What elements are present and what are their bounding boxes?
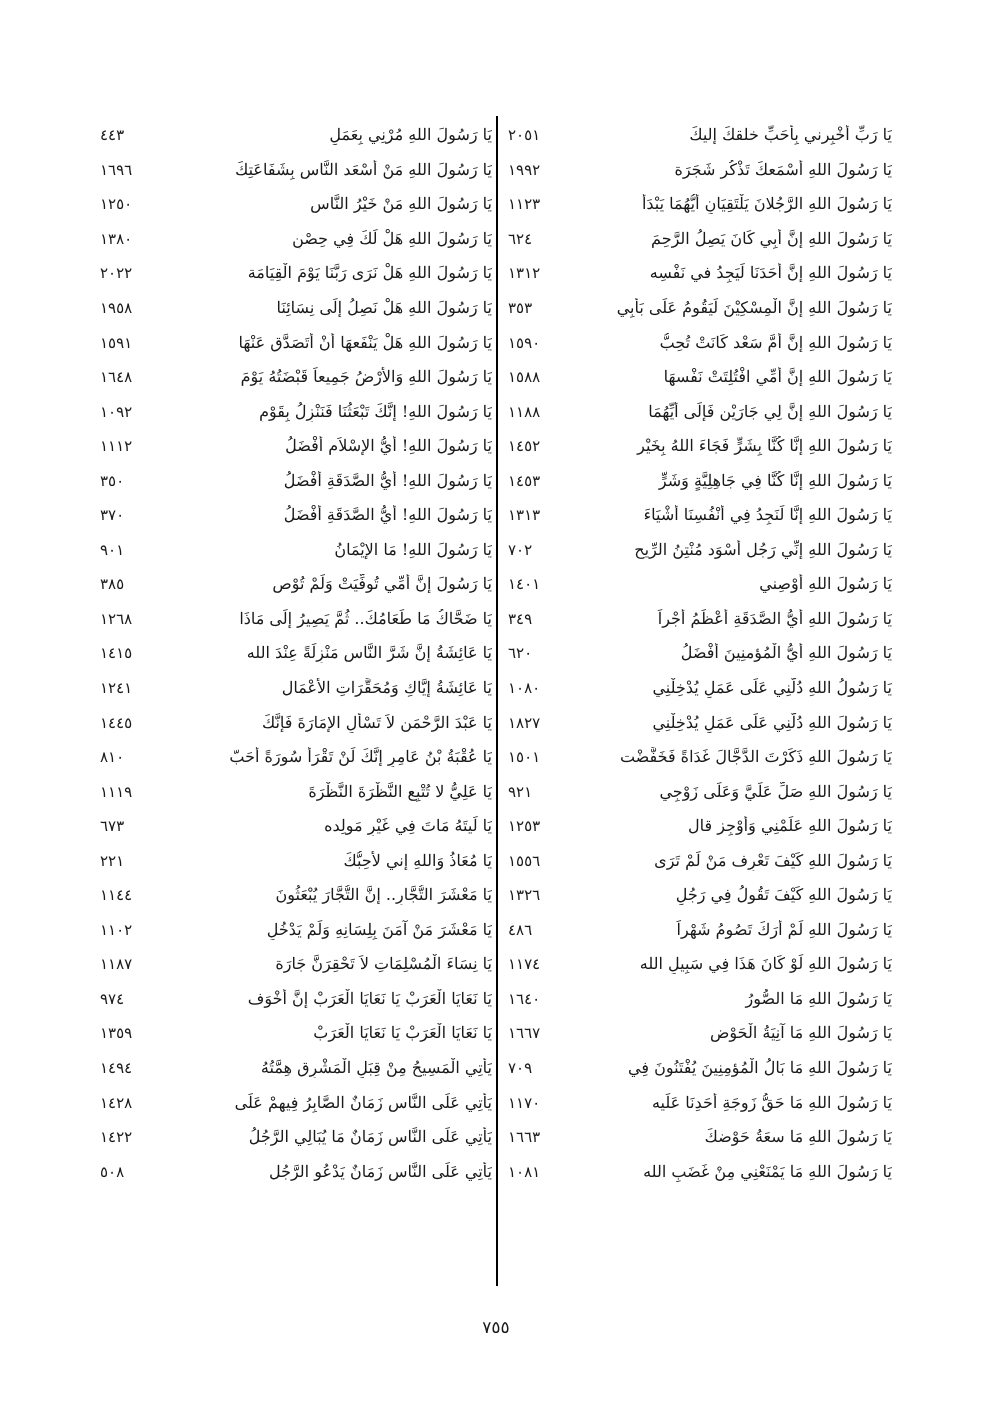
page-number: ٧٥٥	[482, 1318, 510, 1338]
entry-page-number: ١٤٥٢	[508, 437, 541, 456]
index-entry	[508, 394, 892, 429]
entry-page-number: ١٦٤٠	[508, 989, 541, 1008]
entry-page-number: ١٤٥٣	[508, 471, 541, 490]
entry-text: يَا رَسُولَ اللهِ ذَكَرْتَ الدَّجَّالَ غَدَاةً فَخَفَّضْت	[619, 747, 892, 767]
entry-text: يَا رَسُولَ اللهِ إِنَّ أَبِي كَانَ يَصِلُ الرَّحِمَ	[651, 228, 892, 248]
entry-page-number: ٣٨٥	[100, 575, 125, 594]
entry-text: يَا رَسُولَ اللهِ! أَيُّ الصَّدَقَةِ أَفْضَلُ	[283, 505, 492, 525]
entry-page-number: ١١٧٤	[508, 955, 541, 974]
entry-page-number: ١١٠٢	[100, 920, 133, 939]
index-entry	[508, 982, 892, 1017]
entry-page-number: ٨١٠	[100, 748, 125, 767]
index-entry	[100, 1085, 492, 1120]
index-entry	[508, 256, 892, 291]
entry-text: يَا رَبِّ أَخْبِرني بِأَحَبِّ خلقكَ إِليكَ	[689, 125, 892, 145]
entry-page-number: ١٦٩٦	[100, 160, 133, 179]
entry-text: يَا رَسُولَ اللهِ أَسْمَعكَ تَذْكُر شَجَرَة	[674, 159, 892, 179]
index-entry	[508, 463, 892, 498]
entry-text: يَا رَسُولَ اللهِ هَلْ نَرَى رَبَّنَا يَوْمَ الْقِيَامَة	[247, 263, 492, 283]
entry-text: يَا رَسُولَ اللهِ أَيُّ الْمُؤمنِينَ أَفْضَلُ	[680, 643, 892, 663]
index-entry	[508, 291, 892, 326]
index-entry	[100, 671, 492, 706]
index-entry	[508, 153, 892, 188]
index-entry	[508, 498, 892, 533]
index-entry	[100, 463, 492, 498]
entry-page-number: ١٣٨٠	[100, 229, 133, 248]
entry-page-number: ٥٠٨	[100, 1162, 125, 1181]
entry-text: يَا رَسُولَ اللهِ دُلَّنِي عَلَى عَمَلٍ يُدْخِلْنِي	[652, 712, 892, 732]
entry-page-number: ١١١٢	[100, 437, 133, 456]
entry-page-number: ١٢٥٠	[100, 195, 133, 214]
entry-page-number: ١٣١٣	[508, 506, 541, 525]
entry-text: يَا رَسُولُ اللهِ دُلَّنِي عَلَى عَمَلٍ يُدْخِلْنِي	[652, 678, 892, 698]
entry-text: يَا رَسُولَ اللهِ عَلِّمْنِي وَأَوْجِز قال	[688, 816, 892, 836]
entry-text: يَأْتِي عَلَى النَّاسِ زَمَانٌ الصَّابِرُ فِيهِمْ عَلَى	[234, 1092, 492, 1112]
index-entry	[508, 360, 892, 395]
entry-text: يَا رَسُولَ اللهِ وَالأَرْضُ جَمِيعاً قَبْضَتُهُ يَوْمَ	[240, 367, 492, 387]
entry-text: يَا رَسُولَ اللهِ مَا سعَةُ حَوْضكَ	[704, 1127, 892, 1147]
entry-page-number: ٣٥٠	[100, 471, 125, 490]
index-entry	[100, 187, 492, 222]
entry-page-number: ١٨٢٧	[508, 713, 541, 732]
entry-page-number: ٩٠١	[100, 540, 125, 559]
entry-page-number: ١٤١٥	[100, 644, 133, 663]
entry-page-number: ١١٨٧	[100, 955, 133, 974]
entry-text: يَا رَسُولَ اللهِ أَيُّ الصَّدَقَةِ أَعْظَمُ أَجْراً	[657, 608, 892, 628]
entry-page-number: ١٥٥٦	[508, 851, 541, 870]
entry-page-number: ١١٢٣	[508, 195, 541, 214]
entry-text: يَا رَسُولَ اللهِ مَنْ خَيْرُ النَّاسِ	[310, 194, 492, 214]
entry-text: يَا رَسُولَ إِنَّ أُمِّي تُوفِّيَتْ وَلَمْ تُوْصِ	[272, 574, 492, 594]
entry-text: يَا رَسُولَ اللهِ أَوْصِني	[759, 574, 892, 594]
entry-page-number: ١٣٥٩	[100, 1024, 133, 1043]
entry-page-number: ٤٤٣	[100, 126, 125, 145]
entry-page-number: ١٤٢٨	[100, 1093, 133, 1112]
index-entry	[100, 947, 492, 982]
entry-text: يَا رَسُولَ اللهِ إِنَّ أُمِّي افْتُلِتَتْ نَفْسهَا	[663, 367, 892, 387]
entry-text: يَا رَسُولَ اللهِ! أَيُّ الصَّدَقَةِ أَفْضَلُ	[283, 470, 492, 490]
index-entry	[100, 1154, 492, 1189]
index-entry	[508, 118, 892, 153]
index-entry	[508, 1120, 892, 1155]
entry-page-number: ١٥٩٠	[508, 333, 541, 352]
entry-text: يَا رَسُولَ اللهِ مُرْنِي بِعَمَلٍ	[329, 125, 492, 145]
entry-text: يَا رَسُولَ اللهِ مَا حَقُّ زَوجَةِ أَحَدِنَا عَلَيه	[651, 1092, 892, 1112]
column-divider	[496, 116, 498, 1286]
entry-text: يَا لَيتَهُ مَاتَ فِي غَيْرِ مَولِده	[324, 816, 492, 836]
entry-page-number: ١٣١٢	[508, 264, 541, 283]
entry-text: يَا رَسُولَ اللهِ مَا الصُّورُ	[745, 988, 892, 1008]
index-entry	[100, 1120, 492, 1155]
entry-text: يَا رَسُولَ اللهِ مَا بَالُ الْمُؤمِنِينَ يُفْتَنُونَ فِي	[628, 1058, 892, 1078]
entry-page-number: ١١٤٤	[100, 886, 133, 905]
index-entry	[100, 153, 492, 188]
index-entry	[508, 1016, 892, 1051]
entry-page-number: ٢٢١	[100, 851, 125, 870]
index-entry	[100, 256, 492, 291]
index-entry	[100, 1016, 492, 1051]
entry-page-number: ٧٠٩	[508, 1059, 533, 1078]
entry-page-number: ٣٤٩	[508, 609, 533, 628]
index-entry	[508, 1085, 892, 1120]
index-entry	[100, 325, 492, 360]
entry-text: يَا رَسُولَ اللهِ الرَّجُلانَ يَلْتَقِيَانِ أَيُّهُمَا يَبْدَأُ	[641, 194, 892, 214]
entry-text: يَا رَسُولَ اللهِ مَا يَمْنَعْنِي مِنْ غَضَبِ الله	[643, 1161, 892, 1181]
index-entry	[100, 360, 492, 395]
entry-page-number: ١٢٥٣	[508, 817, 541, 836]
entry-page-number: ٣٥٣	[508, 299, 533, 317]
index-entry	[508, 222, 892, 257]
index-entry	[100, 705, 492, 740]
entry-text: يَا رَسُولَ اللهِ إِنَّ أَحَدَنَا لَيَجِدُ في نَفْسِه	[649, 263, 892, 283]
entry-text: يَا رَسُولَ اللهِ كَيْفَ تَقُولُ فِي رَجُلٍ	[675, 885, 892, 905]
entry-text: يَا رَسُولَ اللهِ إِنَّا كُنَّا بِشَرٍّ فَجَاءَ اللهُ بِخَيْر	[637, 436, 892, 456]
index-entry	[100, 602, 492, 637]
entry-page-number: ١٦٦٣	[508, 1128, 541, 1147]
entry-text: يَأْتِي الْمَسِيحُ مِنْ قِبَلِ الْمَشْرِقِ هِمَّتُهُ	[260, 1058, 492, 1078]
entry-page-number: ٧٠٢	[508, 540, 533, 559]
index-entry	[508, 947, 892, 982]
entry-page-number: ٦٢٠	[508, 644, 533, 663]
entry-text: يَأْتِي عَلَى النَّاسِ زَمَانٌ مَا يُبَالِي الرَّجُلُ	[248, 1127, 492, 1147]
entry-page-number: ٦٧٣	[100, 817, 125, 836]
index-entry	[508, 636, 892, 671]
entry-page-number: ٤٨٦	[508, 920, 533, 939]
index-entry	[100, 774, 492, 809]
index-entry	[508, 878, 892, 913]
entry-page-number: ١١٧٠	[508, 1093, 541, 1112]
index-entry	[508, 705, 892, 740]
entry-page-number: ١٢٤١	[100, 679, 133, 698]
index-entry	[100, 982, 492, 1017]
index-entry	[100, 636, 492, 671]
entry-page-number: ١٦٤٨	[100, 368, 133, 387]
entry-text: يَا مُعَاذُ وَاللهِ إِني لأُحِبُّكَ	[343, 850, 492, 870]
entry-page-number: ١٠٨٠	[508, 679, 541, 698]
index-entry	[100, 843, 492, 878]
index-entry	[508, 843, 892, 878]
entry-text: يَا عَلِيُّ لا تُتْبِعِ النَّظْرَةَ النَّظْرَةَ	[308, 781, 492, 801]
index-entry	[508, 913, 892, 948]
entry-page-number: ١١٨٨	[508, 402, 541, 421]
entry-page-number: ١٥٩١	[100, 333, 133, 352]
entry-text: يَأْتِي عَلَى النَّاسِ زَمَانٌ يَدْعُو الرَّجُل	[268, 1161, 492, 1181]
entry-text: يَا رَسُولَ اللهِ هَلْ لَكَ فِي حِصْنٍ	[292, 228, 492, 248]
entry-text: يَا رَسُولَ اللهِ إِنَّا كُنَّا فِي جَاهِلِيَّةٍ وَشَرٍّ	[658, 470, 892, 490]
entry-text: يَا نِسَاءَ الْمُسْلِمَاتِ لاَ تَحْقِرَنَّ جَارَة	[275, 954, 492, 974]
entry-page-number: ١٩٥٨	[100, 299, 133, 317]
index-entry	[100, 1051, 492, 1086]
entry-page-number: ١٤٤٥	[100, 713, 133, 732]
index-entry	[100, 533, 492, 568]
entry-page-number: ١٢٦٨	[100, 609, 133, 628]
entry-text: يَا رَسُولَ اللهِ مَنْ أَسْعَد النَّاسِ بِشَفَاعَتِكَ	[235, 159, 492, 179]
entry-text: يَا رَسُولَ اللهِ إِنَّ الْمِسْكِيْنَ لَيَقُومُ عَلَى بَأبِي	[616, 298, 892, 317]
index-entry	[100, 878, 492, 913]
entry-text: يَا رَسُولَ اللهِ إِنَّا لَنَجِدُ فِي أَنْفُسِنَا أَشْيَاءَ	[643, 505, 892, 525]
index-entry	[508, 429, 892, 464]
entry-page-number: ١٩٩٢	[508, 160, 541, 179]
entry-text: يَا رَسُولَ اللهِ إِنِّي رَجُل أَسْوَد مُنْتِنُ الرِّيح	[634, 539, 892, 559]
index-entry	[508, 325, 892, 360]
index-entry	[508, 602, 892, 637]
index-entry	[508, 671, 892, 706]
index-entry	[100, 291, 492, 326]
index-entry	[100, 567, 492, 602]
index-entry	[508, 774, 892, 809]
entry-text: يَا رَسُولَ اللهِ كَيْفَ تَعْرِف مَنْ لَمْ تَرَى	[654, 850, 892, 870]
index-entry	[508, 740, 892, 775]
entry-text: يَا عَائِشَةُ إِنَّ شَرَّ النَّاسِ مَنْزِلَةً عِنْدَ الله	[246, 643, 492, 663]
entry-text: يَا رَسُولَ اللهِ مَا آنِيَةُ الْحَوْضِ	[710, 1023, 892, 1043]
entry-text: يَا عُقْبَةُ بْنُ عَامِرٍ إِنَّكَ لَنْ تَقْرَأْ سُورَةً أَحَبّ	[229, 747, 492, 767]
entry-page-number: ١٠٩٢	[100, 402, 133, 421]
entry-page-number: ١٥٨٨	[508, 368, 541, 387]
entry-text: يَا نَعَايَا الْعَرَبْ يَا نَعَايَا الْعَرَبْ	[313, 1023, 492, 1043]
entry-page-number: ٢٠٢٢	[100, 264, 133, 283]
index-entry	[100, 429, 492, 464]
entry-page-number: ١٦٦٧	[508, 1024, 541, 1043]
entry-page-number: ٦٢٤	[508, 229, 533, 248]
entry-page-number: ١٣٢٦	[508, 886, 541, 905]
index-entry	[100, 498, 492, 533]
entry-text: يَا عَائِشَةُ إِيَّاكِ وَمُحَقَّرَاتِ الأَعْمَال	[281, 678, 492, 698]
entry-page-number: ١٥٠١	[508, 748, 541, 767]
entry-page-number: ٩٢١	[508, 782, 533, 801]
entry-page-number: ١٤٩٤	[100, 1059, 133, 1078]
index-entry	[508, 533, 892, 568]
entry-text: يَا رَسُولَ اللهِ لَوْ كَانَ هَذَا فِي سَبِيلِ الله	[639, 954, 892, 974]
index-entry	[100, 222, 492, 257]
index-entry	[100, 913, 492, 948]
entry-text: يَا مَعْشَرَ مَنْ آمَنَ بِلِسَانِهِ وَلَمْ يَدْخُلِ	[266, 919, 492, 939]
index-entry	[100, 809, 492, 844]
index-column-right	[508, 118, 892, 1189]
entry-text: يَا رَسُولَ اللهِ صَلِّ عَلَيَّ وَعَلَى زَوْجِي	[659, 781, 892, 801]
entry-text: يَا رَسُولَ اللهِ! مَا الإِيْمَانُ	[334, 539, 492, 559]
index-column-left	[100, 118, 492, 1189]
index-entry	[508, 1051, 892, 1086]
entry-text: يَا رَسُولَ اللهِ! إِنَّكَ تَبْعَثُنَا فَنَنْزِلُ بِقَوْمٍ	[259, 401, 492, 421]
index-entry	[508, 187, 892, 222]
entry-text: يَا رَسُولَ اللهِ! أَيُّ الإِسْلاَمِ أَفْضَلُ	[285, 436, 492, 456]
entry-text: يَا رَسُولَ اللهِ إِنَّ لِي جَارَيْنِ فَإِلَى أَيِّهُمَا	[648, 401, 892, 421]
index-entry	[100, 740, 492, 775]
entry-text: يَا نَعَايَا الْعَرَبْ يَا نَعَايَا الْعَرَبْ إِنَّ أَخْوَف	[247, 988, 492, 1008]
entry-page-number: ١٠٨١	[508, 1162, 541, 1181]
entry-page-number: ١٤٠١	[508, 575, 541, 594]
index-entry	[100, 118, 492, 153]
entry-text: يَا عَبْدَ الرَّحْمَنِ لاَ تَسْأَلِ الإِمَارَةَ فَإِنَّكَ	[261, 712, 492, 732]
entry-page-number: ١١١٩	[100, 782, 133, 801]
entry-page-number: ٩٧٤	[100, 989, 125, 1008]
entry-page-number: ٢٠٥١	[508, 126, 541, 145]
entry-page-number: ١٤٢٢	[100, 1128, 133, 1147]
entry-text: يَا ضَحَّاكُ مَا طَعَامُكَ.. ثُمَّ يَصِيرُ إِلَى مَاذَا	[239, 608, 492, 628]
entry-text: يَا رَسُولَ اللهِ هَلْ نَصِلُ إِلَى نِسَائِنَا	[276, 298, 492, 317]
index-entry	[508, 567, 892, 602]
entry-page-number: ٣٧٠	[100, 506, 125, 525]
entry-text: يَا مَعْشَرَ التُّجَّارِ.. إِنَّ التُّجَّارَ يُبْعَثُونَ	[275, 885, 492, 905]
entry-text: يَا رَسُولَ اللهِ إِنَّ أُمَّ سَعْد كَانَتْ تُحِبُّ	[659, 332, 892, 352]
index-entry	[508, 1154, 892, 1189]
index-entry	[508, 809, 892, 844]
entry-text: يَا رَسُولَ اللهِ هَلْ يَنْفَعهَا أَنْ أَتَصَدَّق عَنْهَا	[238, 332, 492, 352]
index-entry	[100, 394, 492, 429]
entry-text: يَا رَسُولَ اللهِ لَمْ أَرَكَ تَصُومُ شَهْراً	[676, 919, 892, 939]
